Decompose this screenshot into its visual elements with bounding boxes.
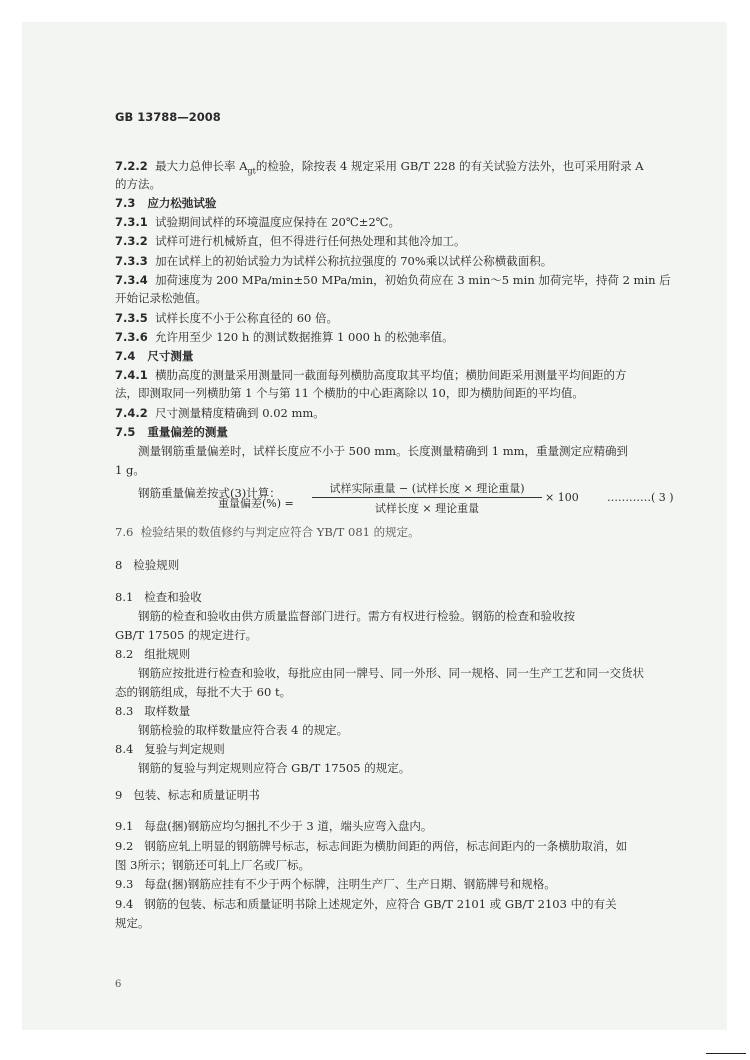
formula-denominator: 试样长度 × 理论重量 xyxy=(374,502,480,515)
clause-number: 7.2.2 xyxy=(115,159,148,173)
clause-number: 7.3.4 xyxy=(115,273,148,287)
paragraph-7-5-2: 钢筋重量偏差按式(3)计算： xyxy=(138,486,281,500)
clause-text: 钢筋的包装、标志和质量证明书除上述规定外，应符合 GB/T 2101 或 GB/T 2103 中的有关 xyxy=(144,897,617,911)
section-number: 9 xyxy=(115,788,123,802)
clause-text: 每盘(捆)钢筋应挂有不少于两个标牌，注明生产厂、生产日期、钢筋牌号和规格。 xyxy=(144,877,556,891)
section-number: 8 xyxy=(115,558,123,572)
clause-number: 9.2 xyxy=(115,839,134,853)
paragraph-8-2: 钢筋应按批进行检查和验收，每批应由同一牌号、同一外形、同一规格、同一生产工艺和同一交货状 xyxy=(138,666,644,680)
clause-text: 试样长度不小于公称直径的 60 倍。 xyxy=(155,311,339,325)
formula-lhs: 重量偏差(%) = xyxy=(218,497,294,510)
section-7-3-heading xyxy=(115,195,216,211)
clause-number: 7.3.5 xyxy=(115,311,148,325)
section-8-4-heading xyxy=(115,741,225,757)
section-7-5-heading xyxy=(115,424,228,440)
clause-number: 7.3.6 xyxy=(115,330,148,344)
clause-9-4 xyxy=(115,896,617,912)
section-number: 8.3 xyxy=(115,704,134,718)
section-number: 7.3 xyxy=(115,196,136,210)
clause-9-2 xyxy=(115,838,627,854)
section-title: 包装、标志和质量证明书 xyxy=(133,788,260,802)
section-8-3-heading xyxy=(115,703,190,719)
formula-eqno: …………( 3 ) xyxy=(607,491,674,504)
section-title: 重量偏差的测量 xyxy=(147,425,228,439)
clause-number: 9.4 xyxy=(115,897,134,911)
clause-7-3-1 xyxy=(115,214,400,230)
clause-text: 尺寸测量精度精确到 0.02 mm。 xyxy=(155,406,325,420)
section-8-2-heading xyxy=(115,646,190,662)
fraction-bar xyxy=(312,497,542,498)
section-title: 检验规则 xyxy=(133,558,180,572)
paragraph-8-4: 钢筋的复验与判定规则应符合 GB/T 17505 的规定。 xyxy=(138,761,411,775)
paragraph-8-3: 钢筋检验的取样数量应符合表 4 的规定。 xyxy=(138,723,349,737)
paragraph-7-5-1-cont: 1 g。 xyxy=(115,463,145,477)
clause-number: 7.4.1 xyxy=(115,368,148,382)
clause-number: 7.3.2 xyxy=(115,234,148,248)
clause-7-6 xyxy=(115,524,420,540)
clause-text: 横肋高度的测量采用测量同一截面每列横肋高度取其平均值；横肋间距采用测量平均间距的方 xyxy=(155,368,627,382)
clause-7-2-2 xyxy=(115,158,644,179)
paragraph-7-5-1: 测量钢筋重量偏差时，试样长度应不小于 500 mm。长度测量精确到 1 mm，重量测定应精确到 xyxy=(138,444,629,458)
clause-text-b: 的检验，除按表 4 规定采用 GB/T 228 的有关试验方法外，也可采用附录 A xyxy=(255,159,644,173)
clause-number: 7.6 xyxy=(115,525,134,539)
clause-text: 试样可进行机械矫直，但不得进行任何热处理和其他冷加工。 xyxy=(155,234,466,248)
section-8-heading xyxy=(115,557,179,573)
section-8-1-heading xyxy=(115,589,202,605)
section-number: 7.4 xyxy=(115,349,136,363)
clause-7-3-5 xyxy=(115,310,338,326)
clause-text: 每盘(捆)钢筋应均匀捆扎不少于 3 道，端头应弯入盘内。 xyxy=(144,819,433,833)
clause-text: 加荷速度为 200 MPa/min±50 MPa/min，初始负荷应在 3 min～5 min 加荷完毕，持荷 2 min 后 xyxy=(155,273,671,287)
clause-text: 加在试样上的初始试验力为试样公称抗拉强度的 70%乘以试样公称横截面积。 xyxy=(155,254,553,268)
clause-7-3-4-cont: 开始记录松弛值。 xyxy=(115,291,207,305)
clause-text: 试验期间试样的环境温度应保持在 20℃±2℃。 xyxy=(155,215,401,229)
clause-7-4-1-cont: 法，即测取同一列横肋第 1 个与第 11 个横肋的中心距离除以 10，即为横肋间距的平均值。 xyxy=(115,386,584,400)
section-title: 复验与判定规则 xyxy=(144,742,225,756)
section-title: 取样数量 xyxy=(144,704,191,718)
document-page xyxy=(22,22,727,1030)
paragraph-8-1-cont: GB/T 17505 的规定进行。 xyxy=(115,628,258,642)
clause-9-4-cont: 规定。 xyxy=(115,916,150,930)
clause-text: 检验结果的数值修约与判定应符合 YB/T 081 的规定。 xyxy=(140,525,420,539)
clause-number: 9.3 xyxy=(115,877,134,891)
paragraph-8-2-cont: 态的钢筋组成，每批不大于 60 t。 xyxy=(115,685,292,699)
paragraph-8-1: 钢筋的检查和验收由供方质量监督部门进行。需方有权进行检验。钢筋的检查和验收按 xyxy=(138,609,575,623)
section-7-4-heading xyxy=(115,348,193,364)
page-number: 6 xyxy=(115,979,122,990)
formula-numerator: 试样实际重量 − (试样长度 × 理论重量) xyxy=(329,482,525,495)
clause-number: 7.3.3 xyxy=(115,254,148,268)
clause-text: 允许用至少 120 h 的测试数据推算 1 000 h 的松弛率值。 xyxy=(155,330,454,344)
clause-number: 9.1 xyxy=(115,819,134,833)
clause-7-2-2-cont: 的方法。 xyxy=(115,177,161,191)
clause-9-2-cont: 图 3所示；钢筋还可轧上厂名或厂标。 xyxy=(115,858,310,872)
clause-7-3-4 xyxy=(115,272,671,288)
section-number: 8.2 xyxy=(115,647,134,661)
clause-7-3-3 xyxy=(115,253,552,269)
section-number: 8.1 xyxy=(115,590,134,604)
section-number: 8.4 xyxy=(115,742,134,756)
section-title: 检查和验收 xyxy=(144,590,202,604)
formula-times: × 100 xyxy=(545,491,579,504)
section-9-heading xyxy=(115,787,260,803)
clause-9-3 xyxy=(115,876,556,892)
footer-rule xyxy=(706,1053,746,1054)
clause-text-a: 最大力总伸长率 A xyxy=(155,159,248,173)
clause-7-4-2 xyxy=(115,405,325,421)
clause-subscript: gt xyxy=(247,166,256,176)
section-number: 7.5 xyxy=(115,425,136,439)
clause-text: 钢筋应轧上明显的钢筋牌号标志，标志间距为横肋间距的两倍，标志间距内的一条横肋取消，如 xyxy=(144,839,628,853)
clause-7-3-2 xyxy=(115,233,466,249)
clause-number: 7.4.2 xyxy=(115,406,148,420)
section-title: 组批规则 xyxy=(144,647,191,661)
clause-7-3-6 xyxy=(115,329,454,345)
standard-header: GB 13788—2008 xyxy=(115,110,221,124)
clause-9-1 xyxy=(115,818,432,834)
section-title: 尺寸测量 xyxy=(147,349,194,363)
clause-7-4-1 xyxy=(115,367,627,383)
section-title: 应力松弛试验 xyxy=(147,196,217,210)
clause-number: 7.3.1 xyxy=(115,215,148,229)
